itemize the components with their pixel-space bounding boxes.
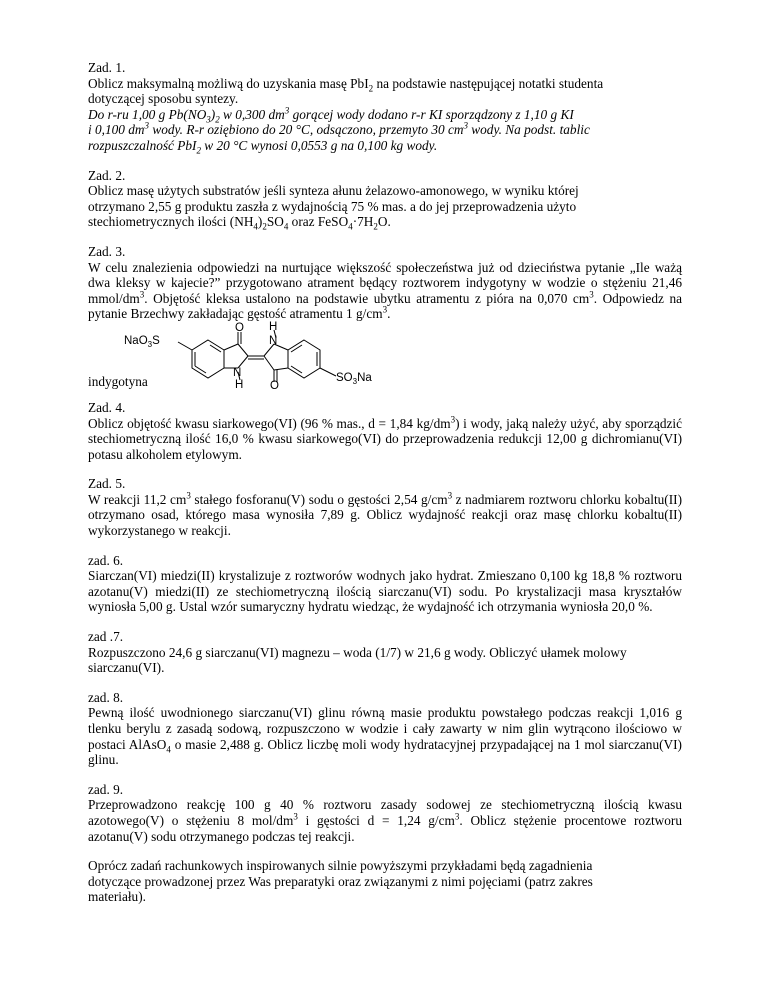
task-2-line1: Oblicz masę użytych substratów jeśli synteza ałunu żelazowo-amonowego, w wyniku której [88, 183, 579, 199]
task-3-body: W celu znalezienia odpowiedzi na nurtujące większość społeczeństwa już od dzieciństwa pytanie „Ile ważą dwa kleksy w kajecie?” przygotowano atrament będący roztworem indygotyny w wodzie o stężeniu 21,46 mmol/$dm^3$. Objętość kleksa ustalono na podstawie ubytku atramentu z pióra na 0,070 $cm^3$. Odpowiedz na pytanie Brzechwy zakładając gęstość atramentu 1 $g/cm^3$. [88, 259, 682, 322]
task-1-note-line1: Do r-ru 1,00 g $Pb(NO_3)_2$ w 0,300 $dm^3$ gorącej wody dodano r-r KI sporządzony z 1,10 g KI [88, 105, 574, 125]
left-benzene-ring [192, 340, 224, 378]
task-5-body: W reakcji 11,2 $cm^3$ stałego fosforanu(V) sodu o gęstości 2,54 $g/cm^3$ z nadmiarem roztworu chlorku kobaltu(II) otrzymano osad, którego masa wynosiła 7,89 g. Oblicz wydajność reakcji oraz masę chlorku kobaltu(II) wykorzystanego w reakcji. [88, 490, 682, 539]
right-h-label: H [269, 320, 278, 333]
task-9-heading: zad. 9. [88, 781, 124, 797]
task-4-heading: Zad. 4. [88, 399, 126, 415]
task-6-heading: zad. 6. [88, 552, 124, 568]
task-1-note-line3: rozpuszczalność PbI$_2$ w 20 °C wynosi 0,0553 g na 0,100 kg wody. [88, 137, 438, 156]
task-7-line2: siarczanu(VI). [88, 660, 165, 676]
task-1-heading: Zad. 1. [88, 60, 126, 75]
task-6 [88, 553, 682, 615]
task-7-line1: Rozpuszczono 24,6 g siarczanu(VI) magnezu – woda (1/7) w 21,6 g wody. Obliczyć ułamek molowy [88, 644, 627, 660]
task-2-line3: stechiometrycznych ilości $(NH_4)_2SO_4$ oraz $FeSO_4\cdot 7H_2O$. [88, 214, 391, 232]
task-4-body: Oblicz objętość kwasu siarkowego(VI) (96 % mas., d = 1,84 $kg/dm^3$) i wody, jaką należy użyć, aby sporządzić stechiometryczną ilość 16,0 % kwasu siarkowego(VI) do przeprowadzenia redukcji 12,00 g dichromianu(VI) potasu alkoholem etylowym. [88, 414, 682, 462]
task-9-body: Przeprowadzono reakcję 100 g 40 % roztworu zasady sodowej ze stechiometryczną ilością kwasu azotowego(V) o stężeniu 8 mol/$dm^3$ i gęstości d = 1,24 $g/cm^3$. Oblicz stężenie procentowe roztworu azotanu(V) sodu otrzymanego podczas tej reakcji. [88, 797, 682, 844]
task-5 [88, 476, 682, 538]
task-1-intro: Oblicz maksymalną możliwą do uzyskania masę PbI$_2$ na podstawie następującej notatki studenta [88, 75, 604, 94]
task-4 [88, 400, 682, 462]
task-6-body: Siarczan(VI) miedzi(II) krystalizuje z roztworów wodnych jako hydrat. Zmieszano 0,100 kg 18,8 % roztworu azotanu(V) miedzi(II) ze stechiometryczną ilością siarczanu(VI) sodu. Po krystalizacji masa kryształów wyniosła 5,00 g. Ustal wzór sumaryczny hydratu wiedząc, że wydajność ich otrzymania wyniosła 20,0 %. [88, 568, 682, 615]
indigotin-structure-drawing [124, 320, 452, 392]
task-1-note-line2: i 0,100 $dm^3$ wody. R-r oziębiono do 20 °C, odsączono, przemyto 30 $cm^3$ wody. Na podst. tablic [88, 120, 590, 138]
task-7-heading: zad .7. [88, 629, 124, 645]
molecule-name: indygotyna [88, 373, 148, 389]
task-2-line2: otrzymano 2,55 g produktu zaszła z wydajnością 75 % mas. a do jej przeprowadzenia użyto [88, 198, 577, 214]
task-3-heading: Zad. 3. [88, 243, 126, 259]
task-1 [88, 60, 682, 154]
task-2-heading: Zad. 2. [88, 167, 126, 183]
closing-line1: Oprócz zadań rachunkowych inspirowanych silnie powyższymi przykładami będą zagadnienia [88, 858, 593, 874]
task-7 [88, 629, 682, 676]
right-benzene-ring [288, 340, 320, 378]
indigotin-structure [88, 320, 682, 392]
right-sulfonate-label: $SO_3Na$ [336, 371, 372, 386]
left-oxygen-label: O [235, 321, 244, 334]
left-h-label: H [235, 378, 244, 391]
left-nitrogen-label: N [233, 366, 242, 379]
closing-line3: materiału). [88, 889, 146, 905]
task-1-intro-line2: dotyczącej sposobu syntezy. [88, 91, 239, 107]
closing-line2: dotyczące prowadzonej przez Was preparatyki oraz związanymi z nimi pojęciami (patrz zakres [88, 873, 593, 889]
task-8 [88, 690, 682, 768]
task-3 [88, 244, 682, 390]
task-8-body: Pewną ilość uwodnionego siarczanu(VI) glinu równą masie produktu powstałego podczas reakcji 1,016 g tlenku berylu z zasadą sodową, rozpuszczono w wodzie i cały zawarty w nim glin wytrącono ilościowo w postaci AlAsO$_4$ o masie 2,488 g. Oblicz liczbę moli wody hydratacyjnej przypadającej na 1 mol siarczanu(VI) glinu. [88, 705, 682, 768]
right-nitrogen-label: N [269, 334, 278, 347]
closing-note [88, 858, 682, 905]
document-page [88, 60, 682, 919]
task-2 [88, 168, 682, 230]
left-sulfonate-label: NaO$_3$S [124, 334, 160, 349]
task-8-heading: zad. 8. [88, 689, 124, 705]
task-9 [88, 782, 682, 844]
right-oxygen-label: O [270, 379, 279, 392]
task-5-heading: Zad. 5. [88, 476, 126, 492]
